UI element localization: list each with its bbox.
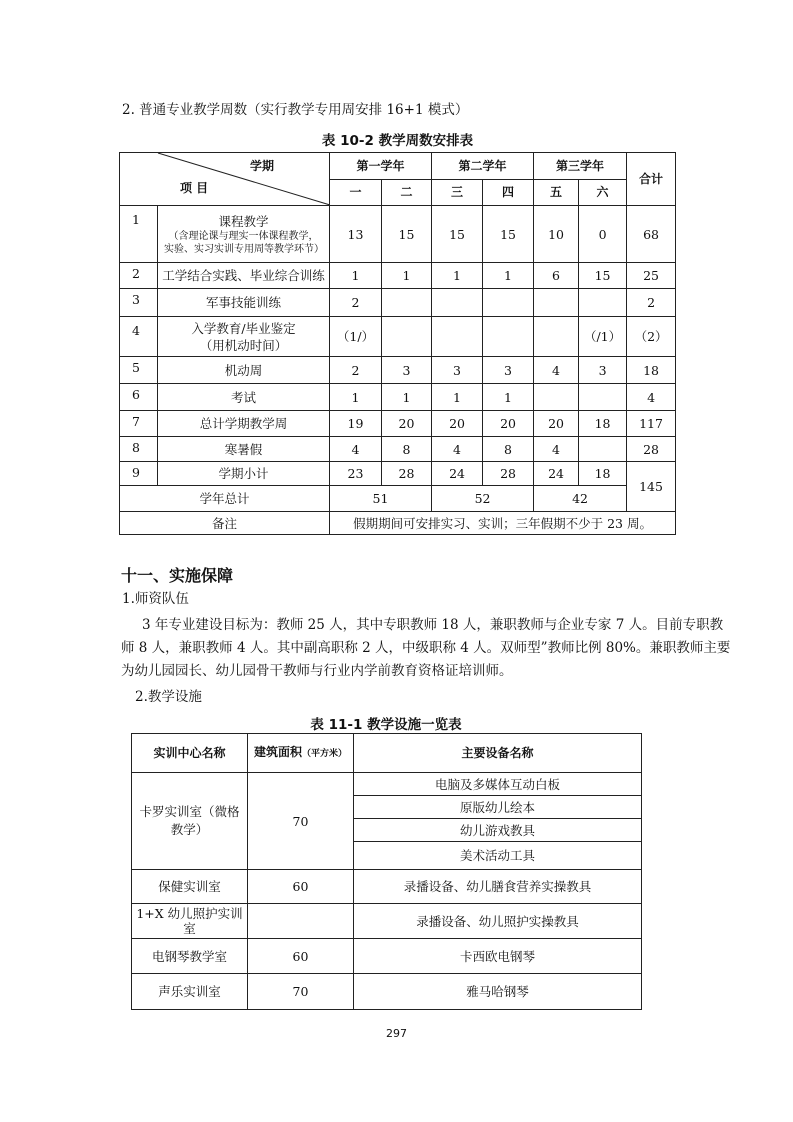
row-total: 2 <box>627 289 676 317</box>
cell: 15 <box>432 206 483 263</box>
paragraph-line: 3 年专业建设目标为：教师 25 人，其中专职教师 18 人，兼职教师与企业专家 7 人。目前专职教 <box>142 617 724 633</box>
year-total-value: 51 <box>330 486 432 512</box>
year-total-value: 52 <box>432 486 534 512</box>
cell: 15 <box>382 206 432 263</box>
cell: 20 <box>534 411 579 437</box>
cell: 1 <box>382 384 432 411</box>
row-name-sub: （含理论课与理实一体课程教学，实验、实习实训专用周等教学环节） <box>164 230 324 255</box>
cell: （/1） <box>579 317 627 357</box>
cell <box>483 317 534 357</box>
cell: 15 <box>483 206 534 263</box>
cell: 3 <box>483 357 534 384</box>
center-area: 70 <box>248 773 354 870</box>
year-total-row <box>120 486 676 512</box>
cell: 4 <box>534 357 579 384</box>
center-area <box>248 904 354 939</box>
header-semester: 学期 <box>250 159 275 173</box>
row-name: 寒暑假 <box>158 437 330 462</box>
row-name: 机动周 <box>158 357 330 384</box>
table-caption: 表 11-1 教学设施一览表 <box>310 717 462 733</box>
equipment: 录播设备、幼儿照护实操教具 <box>354 904 642 939</box>
row-number: 6 <box>120 384 158 411</box>
center-area: 60 <box>248 870 354 904</box>
table-row <box>120 437 676 462</box>
year-total-label: 学年总计 <box>120 486 330 512</box>
paragraph-line: 为幼儿园园长、幼儿园骨干教师与行业内学前教育资格证培训师。 <box>121 663 513 679</box>
table-row <box>132 904 642 939</box>
row-name: 军事技能训练 <box>158 289 330 317</box>
header-sem: 三 <box>432 180 483 206</box>
row-number: 7 <box>120 411 158 437</box>
cell: 3 <box>432 357 483 384</box>
table-row <box>120 263 676 289</box>
table-row <box>132 939 642 974</box>
cell: 4 <box>534 437 579 462</box>
page-number: 297 <box>386 1027 407 1040</box>
cell: 3 <box>579 357 627 384</box>
row-number: 5 <box>120 357 158 384</box>
cell: 13 <box>330 206 382 263</box>
cell <box>534 384 579 411</box>
row-name <box>158 317 330 357</box>
cell <box>382 289 432 317</box>
row-total: 4 <box>627 384 676 411</box>
cell: 1 <box>483 384 534 411</box>
cell: 24 <box>432 462 483 486</box>
table-row <box>120 384 676 411</box>
note-text: 假期期间可安排实习、实训；三年假期不少于 23 周。 <box>330 512 676 535</box>
row-number: 4 <box>120 317 158 357</box>
row-total: （2） <box>627 317 676 357</box>
cell: 20 <box>382 411 432 437</box>
table-row <box>120 357 676 384</box>
center-name: 1+X 幼儿照护实训室 <box>132 904 248 939</box>
cell <box>579 437 627 462</box>
cell: 0 <box>579 206 627 263</box>
header-item: 项 目 <box>180 181 209 195</box>
row-total: 28 <box>627 437 676 462</box>
cell <box>579 384 627 411</box>
center-area: 70 <box>248 974 354 1010</box>
cell: 2 <box>330 357 382 384</box>
year-total-value: 42 <box>534 486 627 512</box>
section-title: 十一、实施保障 <box>121 566 234 585</box>
cell: 28 <box>382 462 432 486</box>
cell: 3 <box>382 357 432 384</box>
subsection-teachers: 1.师资队伍 <box>122 591 189 607</box>
row-name: 考试 <box>158 384 330 411</box>
cell: 19 <box>330 411 382 437</box>
cell: 10 <box>534 206 579 263</box>
note-row <box>120 512 676 535</box>
table-row <box>120 206 676 263</box>
header-center-name: 实训中心名称 <box>132 734 248 773</box>
paragraph-line: 师 8 人，兼职教师 4 人。其中副高职称 2 人，中级职称 4 人。双师型”教师比例 80%。兼职教师主要 <box>121 640 731 656</box>
cell <box>534 317 579 357</box>
cell: 1 <box>330 384 382 411</box>
cell: 20 <box>432 411 483 437</box>
center-name: 卡罗实训室（微格教学） <box>132 773 248 870</box>
table-row <box>132 773 642 796</box>
equipment: 原版幼儿绘本 <box>354 796 642 819</box>
cell: 8 <box>483 437 534 462</box>
row-total: 25 <box>627 263 676 289</box>
table-row <box>120 411 676 437</box>
equipment: 录播设备、幼儿膳食营养实操教具 <box>354 870 642 904</box>
subsection-facilities: 2.教学设施 <box>135 689 202 705</box>
header-area <box>248 734 354 773</box>
header-sem: 二 <box>382 180 432 206</box>
header-equipment: 主要设备名称 <box>354 734 642 773</box>
cell: 24 <box>534 462 579 486</box>
cell: 18 <box>579 411 627 437</box>
table-row <box>132 974 642 1010</box>
header-total: 合计 <box>627 153 676 206</box>
row-name <box>158 206 330 263</box>
diagonal-line <box>120 153 330 205</box>
facilities-table <box>131 733 642 1010</box>
header-year2: 第二学年 <box>432 153 534 180</box>
equipment: 卡西欧电钢琴 <box>354 939 642 974</box>
equipment: 幼儿游戏教具 <box>354 819 642 842</box>
row-name-main: 课程教学 <box>218 213 269 229</box>
cell: 6 <box>534 263 579 289</box>
row-total: 68 <box>627 206 676 263</box>
table-row <box>120 317 676 357</box>
cell: 1 <box>483 263 534 289</box>
header-sem: 四 <box>483 180 534 206</box>
cell <box>579 289 627 317</box>
cell: 2 <box>330 289 382 317</box>
header-year1: 第一学年 <box>330 153 432 180</box>
row-name: 学期小计 <box>158 462 330 486</box>
row-number: 9 <box>120 462 158 486</box>
header-sem: 五 <box>534 180 579 206</box>
cell: 1 <box>432 384 483 411</box>
row-total: 18 <box>627 357 676 384</box>
section-heading: 2. 普通专业教学周数（实行教学专用周安排 16+1 模式） <box>122 102 469 118</box>
cell: 1 <box>382 263 432 289</box>
row-name: 工学结合实践、毕业综合训练 <box>158 263 330 289</box>
cell <box>534 289 579 317</box>
cell <box>382 317 432 357</box>
row-total: 145 <box>627 462 676 512</box>
row-total: 117 <box>627 411 676 437</box>
center-name: 电钢琴教学室 <box>132 939 248 974</box>
equipment: 美术活动工具 <box>354 842 642 870</box>
cell <box>483 289 534 317</box>
cell: 8 <box>382 437 432 462</box>
header-year3: 第三学年 <box>534 153 627 180</box>
center-name: 保健实训室 <box>132 870 248 904</box>
header-area-unit: （平方米） <box>302 748 348 759</box>
cell: 23 <box>330 462 382 486</box>
cell: 1 <box>432 263 483 289</box>
cell: 4 <box>432 437 483 462</box>
cell: （1/） <box>330 317 382 357</box>
row-name: 总计学期教学周 <box>158 411 330 437</box>
row-number: 2 <box>120 263 158 289</box>
cell: 15 <box>579 263 627 289</box>
cell: 4 <box>330 437 382 462</box>
header-sem: 一 <box>330 180 382 206</box>
center-name: 声乐实训室 <box>132 974 248 1010</box>
table-row <box>120 289 676 317</box>
cell: 18 <box>579 462 627 486</box>
cell: 1 <box>330 263 382 289</box>
row-name-main: 入学教育/毕业鉴定 <box>191 320 296 336</box>
row-number: 1 <box>120 206 158 263</box>
equipment: 雅马哈钢琴 <box>354 974 642 1010</box>
row-name-sub: （用机动时间） <box>199 337 288 353</box>
table-row <box>132 870 642 904</box>
header-sem: 六 <box>579 180 627 206</box>
note-label: 备注 <box>120 512 330 535</box>
header-area-label: 建筑面积 <box>253 744 302 759</box>
cell: 20 <box>483 411 534 437</box>
cell <box>432 317 483 357</box>
center-area: 60 <box>248 939 354 974</box>
cell: 28 <box>483 462 534 486</box>
cell <box>432 289 483 317</box>
diagonal-header-cell <box>120 153 330 206</box>
table-caption: 表 10-2 教学周数安排表 <box>321 133 474 149</box>
weeks-table <box>119 152 676 535</box>
table-row <box>120 462 676 486</box>
row-number: 8 <box>120 437 158 462</box>
row-number: 3 <box>120 289 158 317</box>
equipment: 电脑及多媒体互动白板 <box>354 773 642 796</box>
